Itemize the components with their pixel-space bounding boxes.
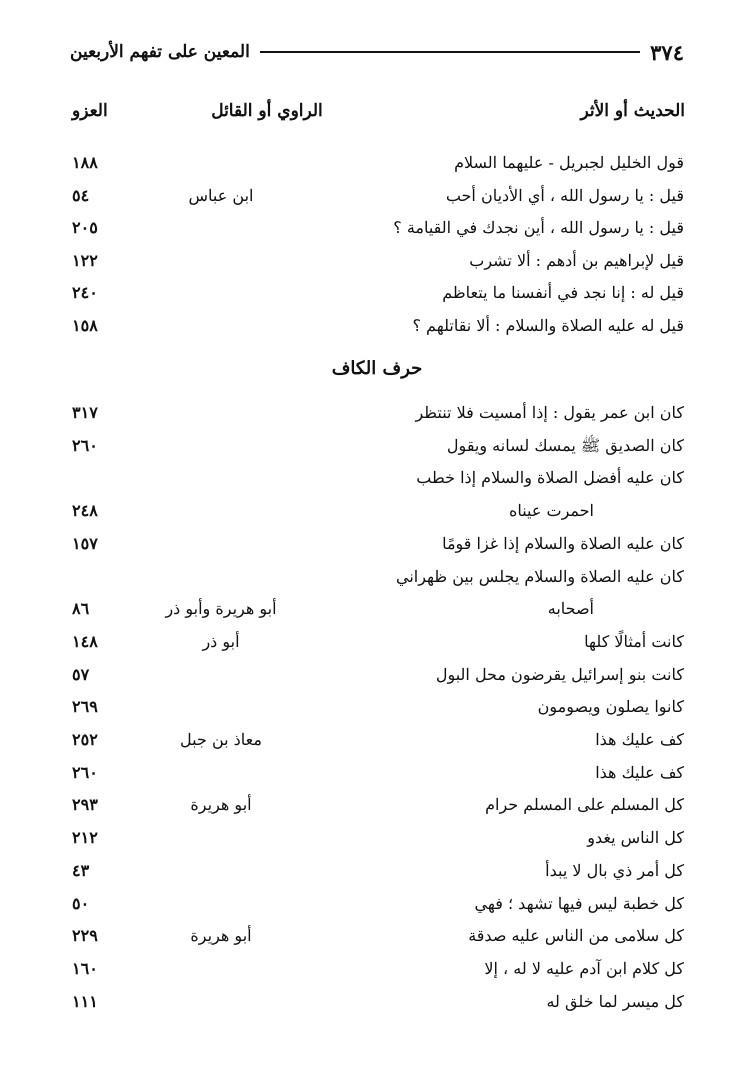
hadith-text: احمرت عيناه bbox=[508, 501, 594, 521]
page-reference: ٢٦٩ bbox=[72, 697, 98, 717]
hadith-text: كل الناس يغدو bbox=[587, 828, 684, 848]
index-row bbox=[70, 245, 684, 277]
hadith-text: قيل : يا رسول الله ، أين نجدك في القيامة ؟ bbox=[393, 218, 684, 238]
hadith-text: كان ابن عمر يقول : إذا أمسيت فلا تنتظر bbox=[415, 403, 684, 422]
index-row bbox=[70, 789, 684, 821]
page-number: ٣٧٤ bbox=[650, 39, 684, 65]
page-reference: ٢٩٣ bbox=[72, 795, 98, 815]
page-reference: ١٢٢ bbox=[72, 250, 98, 270]
narrator: أبو هريرة bbox=[190, 795, 252, 815]
page-reference: ٢٠٥ bbox=[72, 218, 98, 238]
hadith-text: قيل لإبراهيم بن أدهم : ألا تشرب bbox=[469, 250, 684, 270]
hadith-text: قول الخليل لجبريل - عليهما السلام bbox=[454, 153, 684, 172]
hadith-text: كانوا يصلون ويصومون bbox=[537, 697, 684, 717]
index-row bbox=[70, 397, 684, 429]
index-row bbox=[70, 495, 684, 527]
index-row bbox=[70, 430, 684, 462]
hadith-text: كانت أمثالًا كلها bbox=[584, 631, 684, 651]
page-reference: ١١١ bbox=[72, 991, 98, 1011]
index-row bbox=[70, 953, 684, 985]
narrator: أبو هريرة bbox=[190, 926, 252, 946]
index-row bbox=[70, 659, 684, 691]
hadith-text: كان عليه الصلاة والسلام يجلس بين ظهراني bbox=[395, 566, 684, 586]
page-reference: ٨٦ bbox=[72, 599, 90, 619]
page-reference: ٥٠ bbox=[72, 893, 90, 913]
index-row bbox=[70, 310, 684, 342]
index-row bbox=[70, 561, 684, 593]
index-row bbox=[70, 462, 684, 494]
hadith-text: كان الصديق ﷺ يمسك لسانه ويقول bbox=[446, 435, 684, 455]
narrator: ابن عباس bbox=[188, 185, 254, 205]
index-row bbox=[70, 757, 684, 789]
column-header-hadith: الحديث أو الأثر bbox=[580, 101, 685, 121]
index-row bbox=[70, 147, 684, 179]
index-row bbox=[70, 822, 684, 854]
narrator: أبو ذر bbox=[202, 631, 240, 651]
hadith-text: كف عليك هذا bbox=[595, 730, 684, 749]
index-row bbox=[70, 180, 684, 212]
narrator: أبو هريرة وأبو ذر bbox=[165, 599, 277, 619]
index-row bbox=[70, 593, 684, 625]
hadith-text: كل ميسر لما خلق له bbox=[546, 991, 684, 1011]
page-reference: ٤٣ bbox=[72, 860, 90, 880]
index-row bbox=[70, 277, 684, 309]
page-reference: ١٥٨ bbox=[72, 316, 98, 335]
hadith-text: قيل له : إنا نجد في أنفسنا ما يتعاظم bbox=[442, 283, 684, 303]
index-row bbox=[70, 626, 684, 658]
running-header bbox=[70, 40, 684, 64]
page-reference: ٢٥٢ bbox=[72, 730, 98, 749]
page-reference: ١٥٧ bbox=[72, 533, 98, 553]
hadith-text: قيل : يا رسول الله ، أي الأديان أحب bbox=[445, 185, 684, 205]
narrator: معاذ بن جبل bbox=[180, 730, 262, 749]
page-reference: ٢٦٠ bbox=[72, 435, 98, 455]
section-title: حرف الكاف bbox=[331, 358, 423, 379]
hadith-text: كل سلامى من الناس عليه صدقة bbox=[468, 926, 684, 946]
page-reference: ١٤٨ bbox=[72, 631, 98, 651]
index-row bbox=[70, 212, 684, 244]
page-reference: ٥٧ bbox=[72, 664, 90, 684]
hadith-text: كان عليه الصلاة والسلام إذا غزا قومًا bbox=[442, 533, 684, 553]
hadith-text: كف عليك هذا bbox=[595, 762, 684, 782]
page-reference: ٢٤٠ bbox=[72, 283, 98, 303]
header-rule bbox=[260, 51, 640, 53]
index-row bbox=[70, 724, 684, 756]
page-reference: ٥٤ bbox=[72, 185, 90, 205]
hadith-text: كان عليه أفضل الصلاة والسلام إذا خطب bbox=[416, 468, 684, 488]
column-header-narrator: الراوي أو القائل bbox=[211, 101, 323, 121]
index-row bbox=[70, 691, 684, 723]
index-row bbox=[70, 986, 684, 1018]
hadith-text: قيل له عليه الصلاة والسلام : ألا نقاتلهم ؟ bbox=[412, 316, 684, 335]
index-row bbox=[70, 855, 684, 887]
hadith-text: كانت بنو إسرائيل يقرضون محل البول bbox=[435, 664, 684, 684]
book-title: المعين على تفهم الأربعين bbox=[70, 42, 250, 62]
page-reference: ٢٤٨ bbox=[72, 501, 98, 521]
index-row bbox=[70, 888, 684, 920]
column-header-reference: العزو bbox=[72, 101, 108, 121]
index-row bbox=[70, 920, 684, 952]
page-reference: ٢١٢ bbox=[72, 828, 98, 848]
page-reference: ٣١٧ bbox=[72, 403, 98, 422]
page-reference: ١٨٨ bbox=[72, 153, 98, 172]
hadith-text: كل كلام ابن آدم عليه لا له ، إلا bbox=[484, 958, 684, 978]
hadith-text: كل المسلم على المسلم حرام bbox=[485, 795, 684, 815]
hadith-text: كل خطبة ليس فيها تشهد ؛ فهي bbox=[474, 893, 684, 913]
hadith-text: كل أمر ذي بال لا يبدأ bbox=[545, 860, 684, 880]
hadith-text: أصحابه bbox=[547, 599, 594, 619]
index-row bbox=[70, 528, 684, 560]
page-reference: ٢٦٠ bbox=[72, 762, 98, 782]
page-reference: ٢٢٩ bbox=[72, 926, 98, 946]
page-reference: ١٦٠ bbox=[72, 958, 98, 978]
